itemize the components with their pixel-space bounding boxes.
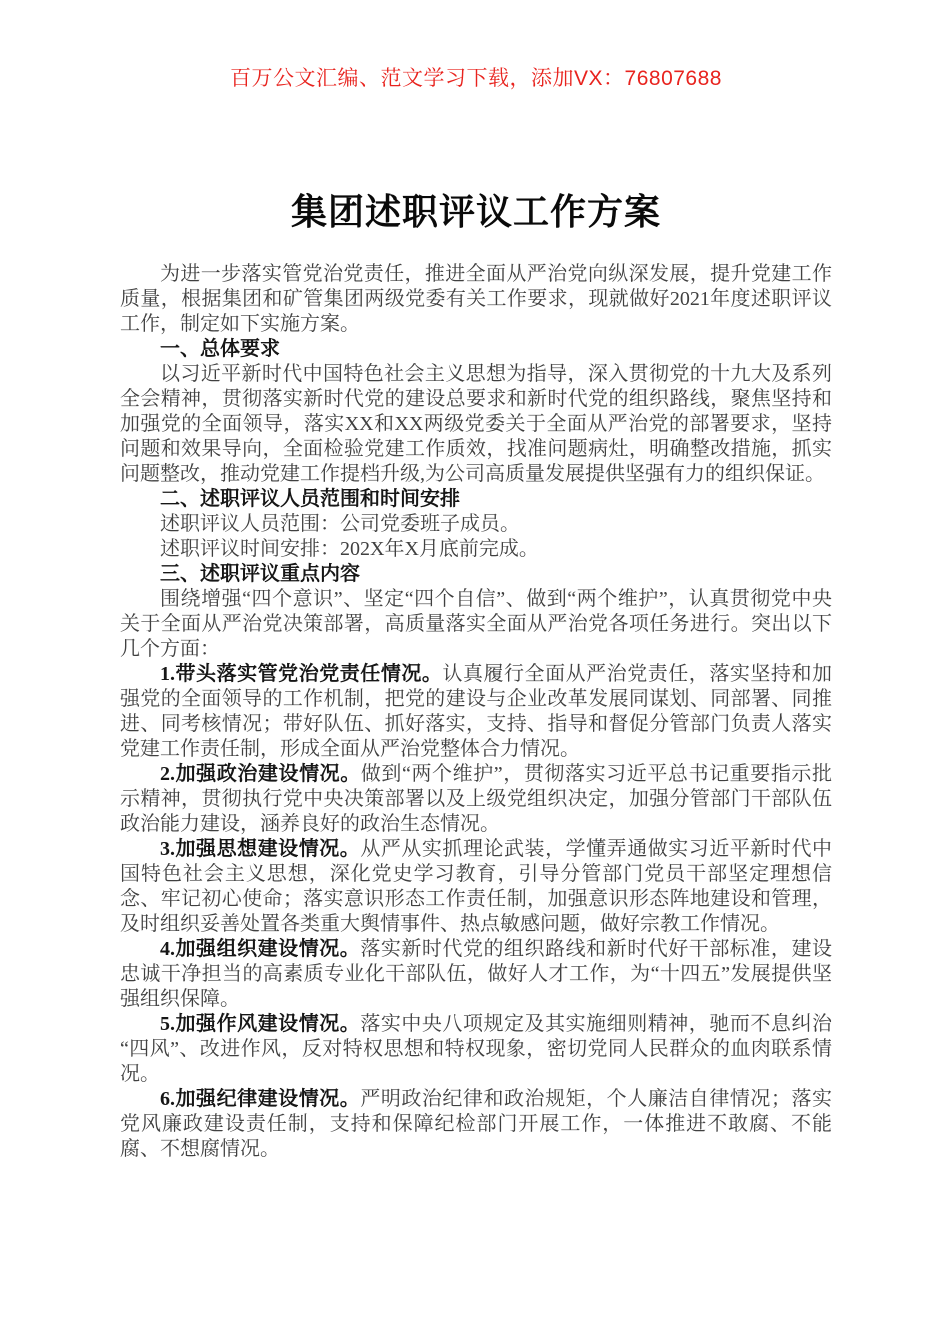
page-title: 集团述职评议工作方案 xyxy=(290,192,661,232)
document-body xyxy=(120,262,832,1162)
item-2-lead: 2.加强政治建设情况。 xyxy=(160,763,361,785)
intro-paragraph: 为进一步落实管党治党责任，推进全面从严治党向纵深发展，提升党建工作质量，根据集团和矿管集团两级党委有关工作要求，现就做好2021年度述职评议工作，制定如下实施方案。 xyxy=(120,263,832,335)
item-5-lead: 5.加强作风建设情况。 xyxy=(160,1013,361,1035)
item-5-body: 落实中央八项规定及其实施细则精神，驰而不息纠治“四风”、改进作风，反对特权思想和特权现象，密切党同人民群众的血肉联系情况。 xyxy=(120,1013,832,1085)
item-paragraph-4 xyxy=(120,937,832,1012)
item-4-lead: 4.加强组织建设情况。 xyxy=(160,938,361,960)
section-1-heading: 一、总体要求 xyxy=(160,338,280,360)
item-paragraph-1 xyxy=(120,662,832,762)
item-1-body: 认真履行全面从严治党责任，落实坚持和加强党的全面领导的工作机制，把党的建设与企业改革发展同谋划、同部署、同推进、同考核情况；带好队伍、抓好落实，支持、指导和督促分管部门负责人落实党建工作责任制，形成全面从严治党整体合力情况。 xyxy=(120,663,832,760)
item-4-body: 落实新时代党的组织路线和新时代好干部标准，建设忠诚干净担当的高素质专业化干部队伍，做好人才工作，为“十四五”发展提供坚强组织保障。 xyxy=(120,938,832,1010)
watermark-notice: 百万公文汇编、范文学习下载，添加VX：76807688 xyxy=(230,67,722,90)
item-1-lead: 1.带头落实管党治党责任情况。 xyxy=(160,663,443,685)
item-paragraph-2 xyxy=(120,762,832,837)
section-3-intro-paragraph: 围绕增强“四个意识”、坚定“四个自信”、做到“两个维护”，认真贯彻党中央关于全面从严治党决策部署，高质量落实全面从严治党各项任务进行。突出以下几个方面： xyxy=(120,588,832,660)
item-3-body: 从严从实抓理论武装，学懂弄通做实习近平新时代中国特色社会主义思想，深化党史学习教育，引导分管部门党员干部坚定理想信念、牢记初心使命；落实意识形态工作责任制，加强意识形态阵地建设和管理，及时组织妥善处置各类重大舆情事件、热点敏感问题，做好宗教工作情况。 xyxy=(120,838,832,935)
item-6-lead: 6.加强纪律建设情况。 xyxy=(160,1088,361,1110)
section-3-heading: 三、述职评议重点内容 xyxy=(160,563,360,585)
item-paragraph-5 xyxy=(120,1012,832,1087)
item-6-body: 严明政治纪律和政治规矩，个人廉洁自律情况；落实党风廉政建设责任制，支持和保障纪检部门开展工作，一体推进不敢腐、不能腐、不想腐情况。 xyxy=(120,1088,832,1160)
section-1-paragraph: 以习近平新时代中国特色社会主义思想为指导，深入贯彻党的十九大及系列全会精神，贯彻落实新时代党的建设总要求和新时代党的组织路线，聚焦坚持和加强党的全面领导，落实XX和XX两级党委关于全面从严治党的部署要求，坚持问题和效果导向，全面检验党建工作质效，找准问题病灶，明确整改措施，抓实问题整改，推动党建工作提档升级,为公司高质量发展提供坚强有力的组织保证。 xyxy=(120,363,832,485)
section-2-schedule-line: 述职评议时间安排：202X年X月底前完成。 xyxy=(160,538,539,560)
item-paragraph-3 xyxy=(120,837,832,937)
section-2-heading: 二、述职评议人员范围和时间安排 xyxy=(160,488,460,510)
section-2-scope-line: 述职评议人员范围：公司党委班子成员。 xyxy=(160,513,520,535)
item-3-lead: 3.加强思想建设情况。 xyxy=(160,838,361,860)
item-paragraph-6 xyxy=(120,1087,832,1162)
item-2-body: 做到“两个维护”，贯彻落实习近平总书记重要指示批示精神，贯彻执行党中央决策部署以及上级党组织决定，加强分管部门干部队伍政治能力建设，涵养良好的政治生态情况。 xyxy=(120,763,833,835)
